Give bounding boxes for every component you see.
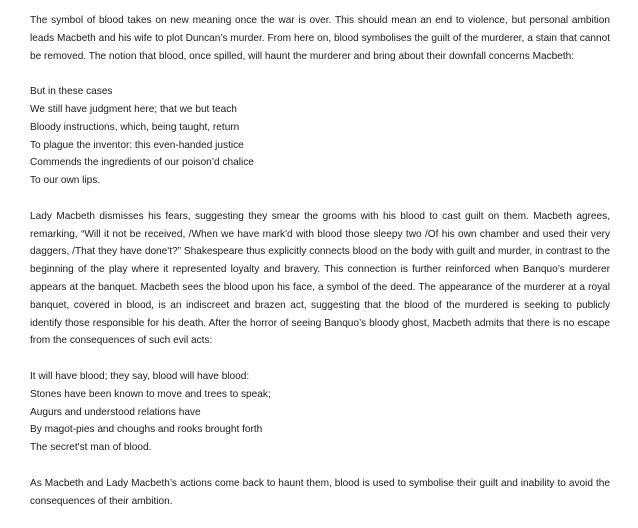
quote-line: It will have blood; they say, blood will have blood: <box>30 370 250 382</box>
quote-line: But in these cases <box>30 86 113 98</box>
document-page <box>30 12 610 528</box>
quote-line: To plague the inventor: this even-handed justice <box>30 139 244 151</box>
quote-line: We still have judgment here; that we but teach <box>30 103 237 115</box>
quote-line: By magot-pies and choughs and rooks brought forth <box>30 424 263 436</box>
quote-line: To our own lips. <box>30 175 101 187</box>
analysis-paragraph: Lady Macbeth dismisses his fears, suggesting they smear the grooms with his blood to cast guilt on them. Macbeth agrees, remarking, “Will it not be received, /When we have mark'd with blood those sleepy two /Of his own chamber and used their very daggers, /That they have done't?” Shakespeare thus explicitly connects blood on the body with guilt and murder, in contrast to the beginning of the play where it represented loyalty and bravery. This connection is further reinforced when Banquo’s murderer appears at the banquet. Macbeth sees the blood upon his face, a symbol of the deed. The appearance of the murderer at a royal banquet, covered in blood, is an indiscreet and brazen act, suggesting that the blood of the murdered is seeking to publicly identify those responsible for his death. After the horror of seeing Banquo’s bloody ghost, Macbeth admits that there is no escape from the consequences of such evil acts: <box>30 210 610 347</box>
quote-line: Augurs and understood relations have <box>30 406 201 418</box>
quote-line: Bloody instructions, which, being taught, return <box>30 121 240 133</box>
quote-block-judgment <box>30 83 610 190</box>
quote-block-blood <box>30 368 610 457</box>
intro-paragraph: The symbol of blood takes on new meaning once the war is over. This should mean an end to violence, but personal ambition leads Macbeth and his wife to plot Duncan’s murder. From here on, blood symbolises the guilt of the murderer, a stain that cannot be removed. The notion that blood, once spilled, will haunt the murderer and bring about their downfall concerns Macbeth: <box>30 15 610 62</box>
quote-line: Stones have been known to move and trees to speak; <box>30 388 271 400</box>
quote-line: The secret'st man of blood. <box>30 442 152 454</box>
conclusion-paragraph: As Macbeth and Lady Macbeth’s actions come back to haunt them, blood is used to symbolise their guilt and inability to avoid the consequences of their ambition. <box>30 477 610 507</box>
quote-line: Commends the ingredients of our poison’d chalice <box>30 157 254 169</box>
